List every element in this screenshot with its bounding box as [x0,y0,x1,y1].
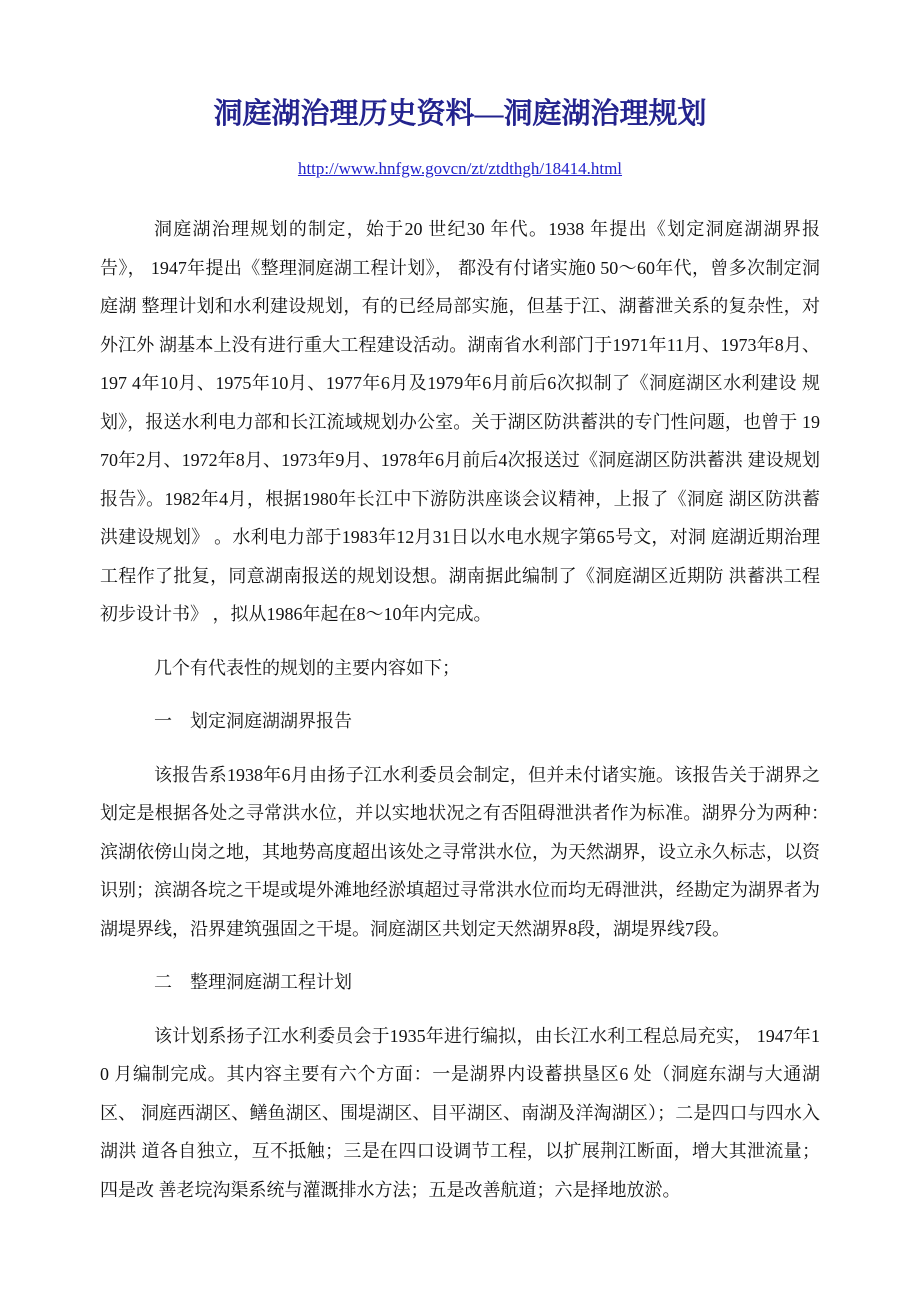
source-url-link[interactable]: http://www.hnfgw.govcn/zt/ztdthgh/18414.html [297,159,623,178]
page-title: 洞庭湖治理历史资料—洞庭湖治理规划 [213,98,707,130]
source-link-row [100,158,820,180]
paragraph-section-1: 该报告系1938年6月由扬子江水利委员会制定，但并未付诸实施。该报告关于湖界之 划定是根据各处之寻常洪水位，并以实地状况之有否阻碍泄洪者作为标准。湖界分为两种： 滨湖依傍山岗之地，其地势高度超出该处之寻常洪水位，为天然湖界，设立永久标志，以资 识别；滨湖各垸之干堤或堤外滩地经淤填超过寻常洪水位而均无碍泄洪，经勘定为湖界者为 湖堤界线，沿界建筑强固之干堤。洞庭湖区共划定天然湖界8段，湖堤界线7段。 [100,764,838,939]
section-heading-1: 一 划定洞庭湖湖界报告 [154,711,352,731]
paragraph-section-2: 该计划系扬子江水利委员会于1935年进行编拟，由长江水利工程总局充实， 1947年1 0 月编制完成。其内容主要有六个方面：一是湖界内设蓄拱垦区6 处（洞庭东湖与大通湖区、 洞庭西湖区、鳝鱼湖区、围堤湖区、目平湖区、南湖及洋淘湖区）；二是四口与四水入湖洪 道各自独立，互不抵触；三是在四口设调节工程，以扩展荆江断面，增大其泄流量；四是改 善老垸沟渠系统与灌溉排水方法；五是改善航道；六是择地放淤。 [100,1025,820,1200]
paragraph-intro: 洞庭湖治理规划的制定，始于20 世纪30 年代。1938 年提出《划定洞庭湖湖界报告》， 1947年提出《整理洞庭湖工程计划》， 都没有付诸实施0 50〜60年代，曾多次制定洞庭湖 整理计划和水利建设规划，有的已经局部实施，但基于江、湖蓄泄关系的复杂性，对外江外 湖基本上没有进行重大工程建设活动。湖南省水利部门于1971年11月、1973年8月、197 4年10月、1975年10月、1977年6月及1979年6月前后6次拟制了《洞庭湖区水利建设 规划》，报送水利电力部和长江流域规划办公室。关于湖区防洪蓄洪的专门性问题，也曾于 1970年2月、1972年8月、1973年9月、1978年6月前后4次报送过《洞庭湖区防洪蓄洪 建设规划报告》。1982年4月，根据1980年长江中下游防洪座谈会议精神，上报了《洞庭 湖区防洪蓄洪建设规划》 。水利电力部于1983年12月31日以水电水规字第65号文，对洞 庭湖近期治理工程作了批复，同意湖南报送的规划设想。湖南据此编制了《洞庭湖区近期防 洪蓄洪工程初步设计书》 ，拟从1986年起在8〜10年内完成。 [100,219,820,624]
paragraph-lead-in: 几个有代表性的规划的主要内容如下； [154,657,460,678]
document-body [100,210,838,1209]
section-heading-2: 二 整理洞庭湖工程计划 [154,972,352,992]
